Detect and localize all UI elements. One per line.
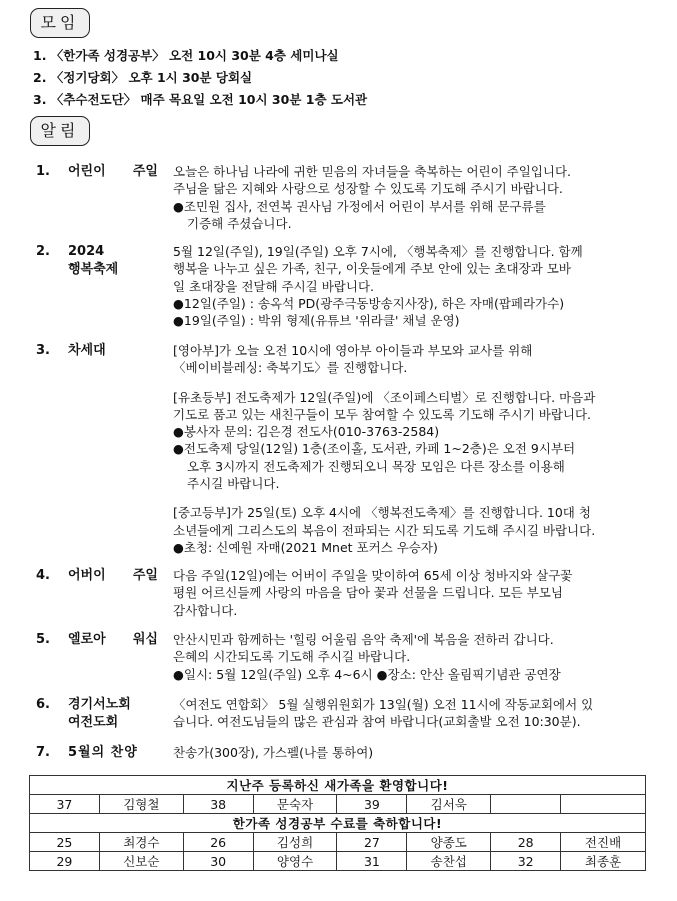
empty-cell (491, 795, 561, 814)
notice-line: 기도로 품고 있는 새친구들이 모두 참여할 수 있도록 기도해 주시기 바랍니다. (173, 406, 592, 422)
member-number: 31 (337, 852, 407, 871)
member-name: 전진배 (561, 833, 646, 852)
member-number: 39 (337, 795, 407, 814)
notice-line: 오후 3시까지 전도축제가 진행되오니 목장 모임은 다른 장소를 이용해 (187, 458, 565, 474)
notice-line: 소년들에게 그리스도의 복음이 전파되는 시간 되도록 기도해 주시길 바랍니다. (173, 522, 596, 538)
member-name: 문숙자 (253, 795, 337, 814)
notice-number: 6. (36, 697, 50, 712)
notice-line: 주시길 바랍니다. (187, 476, 280, 492)
notice-line: 안산시민과 함께하는 '힐링 어울림 음악 축제'에 복음을 전하러 갑니다. (173, 632, 554, 647)
notice-line: 〈베이비블레싱: 축복기도〉를 진행합니다. (173, 360, 408, 376)
notice-body-eloa-worship (173, 631, 613, 683)
member-name: 양영수 (253, 852, 337, 871)
notice-line: 평원 어르신들께 사랑의 마음을 담아 꽃과 선물을 드립니다. 모든 부모님 (173, 585, 563, 601)
member-name: 김서욱 (407, 795, 491, 814)
notice-body-happy-festival (173, 243, 613, 329)
notice-line: [유초등부] 전도축제가 12일(주일)에 〈조이페스티벌〉로 진행합니다. 마음과 (173, 389, 596, 405)
member-number: 28 (491, 833, 561, 852)
member-number: 37 (30, 795, 100, 814)
notice-title-line: 경기서노회 (68, 697, 131, 712)
meeting-section-tag: 모임 (30, 8, 90, 38)
notice-line: 은혜의 시간되도록 기도해 주시길 바랍니다. (173, 649, 411, 665)
member-number: 27 (337, 833, 407, 852)
member-number: 25 (30, 833, 100, 852)
member-table (29, 775, 646, 871)
notice-line: ●봉사자 문의: 김은경 전도사(010-3763-2584) (173, 424, 440, 440)
member-name: 양종도 (407, 833, 491, 852)
notice-line: [중고등부]가 25일(토) 오후 4시에 〈행복전도축제〉를 진행합니다. 10대 청 (173, 505, 591, 521)
meeting-item: 2. 〈정기당회〉 오후 1시 30분 당회실 (33, 70, 253, 85)
member-number: 38 (183, 795, 253, 814)
meeting-item: 1. 〈한가족 성경공부〉 오전 10시 30분 4층 세미나실 (33, 48, 339, 63)
member-name: 최종훈 (561, 852, 646, 871)
member-name: 신보순 (99, 852, 183, 871)
member-number: 32 (491, 852, 561, 871)
notice-line: 일 초대장을 전달해 주시길 바랍니다. (173, 278, 374, 294)
notice-title: 차세대 (68, 343, 106, 358)
notice-line: 습니다. 여전도님들의 많은 관심과 참여 바랍니다(교회출발 오전 10:30분). (173, 714, 581, 730)
meeting-item: 3. 〈추수전도단〉 매주 목요일 오전 10시 30분 1층 도서관 (33, 92, 368, 107)
notice-line: ●조민원 집사, 전연복 권사님 가정에서 어린이 부서를 위해 문구류를 (173, 198, 546, 214)
notice-line: ●12일(주일) : 송옥석 PD(광주극동방송지사장), 하은 자매(팝페라가수) (173, 295, 565, 311)
congrats-header: 한가족 성경공부 수료를 축하합니다! (30, 814, 646, 833)
notice-body-children-day (173, 163, 613, 232)
notice-body-hymn (173, 744, 613, 761)
notice-title: 어린이 주일 (68, 164, 158, 179)
notice-number: 4. (36, 568, 50, 583)
notice-line: 5월 12일(주일), 19일(주일) 오후 7시에, 〈행복축제〉를 진행합니다. 함께 (173, 244, 583, 259)
notice-line: 기증해 주셨습니다. (187, 215, 292, 231)
notice-line: ●일시: 5월 12일(주일) 오후 4~6시 ●장소: 안산 올림픽기념관 공연장 (173, 666, 561, 682)
notice-number: 1. (36, 164, 50, 179)
empty-cell (561, 795, 646, 814)
notice-line: 찬송가(300장), 가스펠(나를 통하여) (173, 745, 374, 760)
notice-title-line: 행복축제 (68, 262, 119, 277)
notice-title-line: 2024 (68, 244, 105, 259)
notice-title: 어버이 주일 (68, 568, 158, 583)
notice-line: ●초청: 신예원 자매(2021 Mnet 포커스 우승자) (173, 539, 438, 555)
notice-number: 7. (36, 745, 50, 760)
notice-line: 주님을 닮은 지혜와 사랑으로 성장할 수 있도록 기도해 주시기 바랍니다. (173, 181, 563, 197)
notice-line: ●19일(주일) : 박위 형제(유튜브 '위라클' 채널 운영) (173, 313, 460, 329)
notice-line: [영아부]가 오늘 오전 10시에 영아부 아이들과 부모와 교사를 위해 (173, 343, 533, 358)
notice-body-next-generation (173, 342, 613, 556)
notice-title-line: 여전도회 (68, 715, 119, 730)
member-name: 김성희 (253, 833, 337, 852)
table-row (30, 795, 646, 814)
notice-body-womens-mission (173, 696, 613, 731)
member-name: 김형철 (99, 795, 183, 814)
notice-body-parents-day (173, 567, 613, 619)
notice-title: 엘로아 워십 (68, 632, 158, 647)
member-name: 송찬섭 (407, 852, 491, 871)
notice-line: 다음 주일(12일)에는 어버이 주일을 맞이하여 65세 이상 청바지와 살구꽃 (173, 568, 573, 583)
notice-title: 5월의 찬양 (68, 745, 138, 760)
notice-line: 행복을 나누고 싶은 가족, 친구, 이웃들에게 주보 안에 있는 초대장과 모바 (173, 261, 571, 277)
member-name: 최경수 (99, 833, 183, 852)
member-number: 29 (30, 852, 100, 871)
notice-number: 2. (36, 244, 50, 259)
notice-number: 5. (36, 632, 50, 647)
member-number: 30 (183, 852, 253, 871)
table-row (30, 852, 646, 871)
notice-line: 〈여전도 연합회〉 5월 실행위원회가 13일(월) 오전 11시에 작동교회에서 있 (173, 697, 594, 712)
notice-line: 오늘은 하나님 나라에 귀한 믿음의 자녀들을 축복하는 어린이 주일입니다. (173, 164, 572, 179)
notice-number: 3. (36, 343, 50, 358)
welcome-header: 지난주 등록하신 새가족을 환영합니다! (30, 776, 646, 795)
notice-line: ●전도축제 당일(12일) 1층(조이홀, 도서관, 카페 1~2층)은 오전 9시부터 (173, 441, 576, 457)
notice-section-tag: 알림 (30, 116, 90, 146)
member-number: 26 (183, 833, 253, 852)
table-row (30, 833, 646, 852)
notice-line: 감사합니다. (173, 602, 238, 618)
